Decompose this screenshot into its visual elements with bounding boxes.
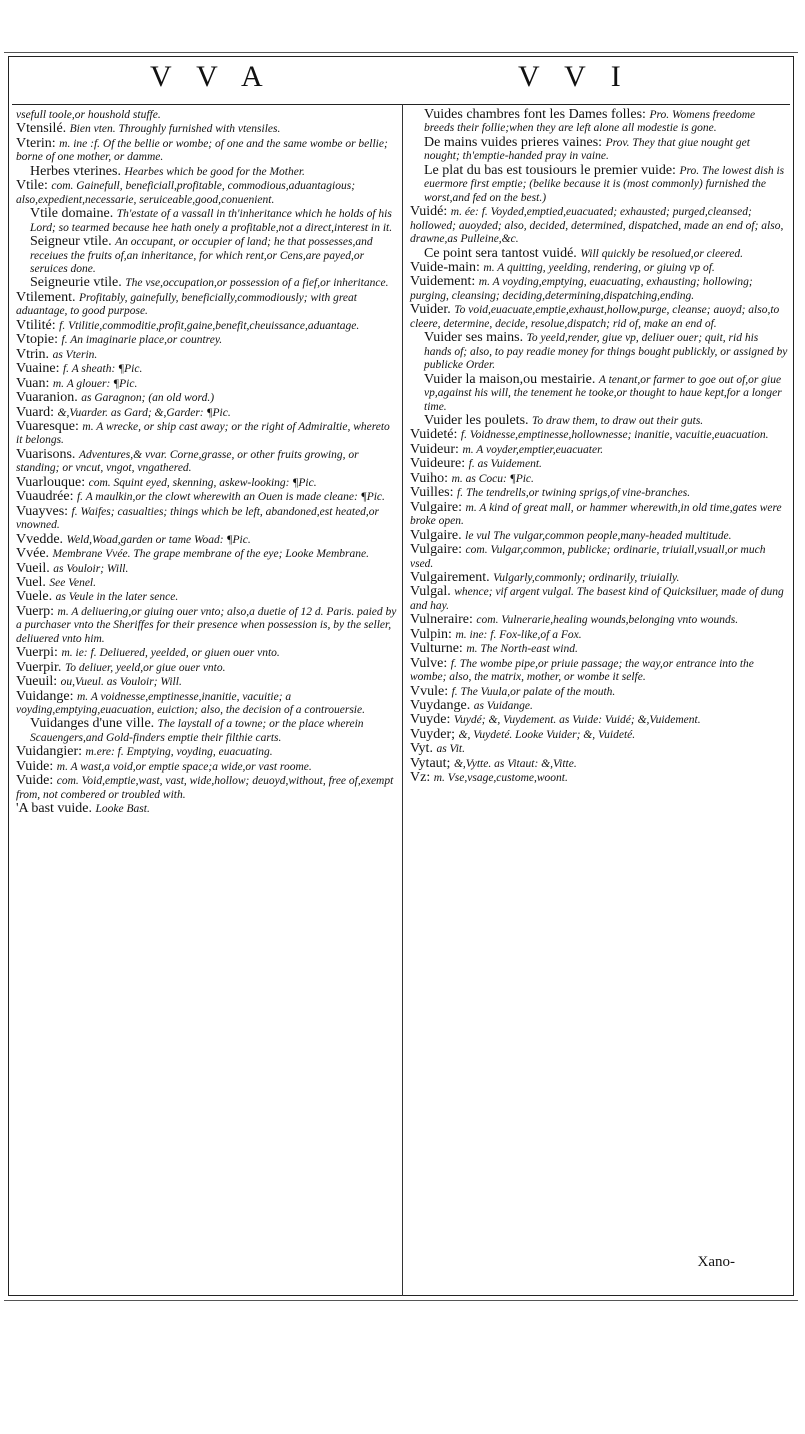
- entry-definition: Adventures,& vvar. Corne,grasse, or other fruits growing, or standing; or vncut, vngot, vngathered.: [16, 448, 359, 475]
- entry-headword: Vtopie:: [16, 332, 62, 348]
- dictionary-entry: [16, 774, 398, 802]
- entry-definition: ou,Vueul. as Vouloir; Will.: [60, 676, 182, 689]
- entry-definition: m. as Cocu: ¶Pic.: [451, 472, 534, 485]
- entry-headword: Seigneur vtile.: [30, 234, 116, 250]
- dictionary-entry: [410, 742, 788, 756]
- dictionary-entry: [410, 486, 788, 500]
- dictionary-entry: [410, 472, 788, 486]
- dictionary-entry: [410, 529, 788, 543]
- entry-definition: Vulgarly,commonly; ordinarily, triuially.: [493, 571, 680, 584]
- dictionary-entry: [16, 690, 398, 718]
- entry-definition: f. A sheath: ¶Pic.: [62, 363, 143, 376]
- entry-headword: Vuide:: [16, 773, 57, 789]
- dictionary-entry: [410, 699, 788, 713]
- entry-headword: De mains vuides prieres vaines:: [424, 134, 606, 150]
- running-head-left: V V A: [150, 60, 272, 93]
- dictionary-entry: [16, 276, 398, 290]
- entry-definition: as Vit.: [436, 743, 465, 756]
- entry-headword: Vuaresque:: [16, 418, 83, 434]
- entry-definition: com. Void,emptie,wast, vast, wide,hollow; deuoyd,without, free of,exempt from, not combered or troubled with.: [16, 775, 394, 801]
- entry-definition: A tenant,or farmer to goe out of,or giue vp,against his will, the tenement he tooke,or thought to haue kept,for a longer time.: [424, 373, 782, 413]
- dictionary-entry: [16, 476, 398, 490]
- entry-headword: Vuideure:: [410, 456, 469, 472]
- entry-headword: Vueil.: [16, 560, 54, 576]
- entry-headword: Vulturne:: [410, 641, 467, 657]
- entry-headword: Vuideur:: [410, 441, 463, 457]
- entry-headword: Vuele.: [16, 589, 56, 605]
- entry-headword: Vuydange.: [410, 698, 474, 714]
- entry-headword: Vuel.: [16, 574, 50, 590]
- entry-headword: Vtile:: [16, 178, 52, 194]
- entry-definition: com. Gainefull, beneficiall,profitable, commodious,aduantagious; also,expedient,necessarie, seruiceable,good,conuenient.: [16, 180, 356, 206]
- entry-headword: Herbes vterines.: [30, 163, 125, 179]
- entry-headword: Vulgaire.: [410, 527, 466, 543]
- dictionary-entry: [410, 685, 788, 699]
- dictionary-entry: [16, 235, 398, 276]
- entry-headword: Vuilles:: [410, 485, 457, 501]
- entry-headword: Vuider la maison,ou mestairie.: [424, 371, 599, 387]
- dictionary-entry: [16, 122, 398, 136]
- dictionary-entry: [410, 628, 788, 642]
- entry-definition: m. A wrecke, or ship cast away; or the right of Admiraltie, whereto it belongs.: [16, 420, 390, 447]
- dictionary-entry: [410, 275, 788, 303]
- entry-definition: m. A voidnesse,emptinesse,inanitie, vacuitie; a voyding,emptying,euacuation, euiction; also, the decision of a controuersie.: [16, 690, 365, 717]
- entry-headword: Vtilement.: [16, 289, 79, 305]
- entry-definition: See Venel.: [49, 576, 96, 589]
- entry-definition: as Garagnon; (an old word.): [81, 392, 215, 405]
- entry-headword: Vulpin:: [410, 626, 456, 642]
- entry-headword: Ce point sera tantost vuidé.: [424, 245, 581, 261]
- entry-definition: Membrane Vvée. The grape membrane of the eye; Looke Membrane.: [52, 548, 370, 561]
- dictionary-entry: [16, 605, 398, 646]
- entry-headword: Vuidé:: [410, 204, 451, 220]
- dictionary-entry: [16, 333, 398, 347]
- dictionary-entry: [16, 646, 398, 660]
- entry-headword: Vytaut;: [410, 755, 454, 771]
- entry-definition: m. A glouer: ¶Pic.: [52, 377, 138, 390]
- entry-definition: com. Vulgar,common, publicke; ordinarie, triuiall,vsuall,or much vsed.: [410, 544, 766, 570]
- entry-headword: Vuides chambres font les Dames folles:: [424, 107, 650, 122]
- entry-headword: Vtrin.: [16, 346, 53, 362]
- outer-bottom-rule: [4, 1300, 798, 1301]
- entry-definition: Vuydé; &, Vuydement. as Vuide: Vuidé; &,Vuidement.: [453, 714, 701, 727]
- entry-definition: f. A maulkin,or the clowt wherewith an Ouen is made cleane: ¶Pic.: [76, 491, 385, 504]
- dictionary-entry: [16, 661, 398, 675]
- entry-definition: To draw them, to draw out their guts.: [532, 414, 704, 427]
- entry-headword: Vuaranion.: [16, 390, 82, 406]
- entry-headword: 'A bast vuide.: [16, 801, 96, 817]
- entry-headword: Vuaine:: [16, 361, 63, 377]
- entry-definition: Profitably, gainefully, beneficially,commodiously; with great aduantage, to good purpose.: [16, 291, 357, 318]
- running-head-right: V V I: [518, 60, 630, 93]
- entry-headword: Le plat du bas est tousiours le premier vuide:: [424, 162, 680, 178]
- dictionary-entry: [410, 771, 788, 785]
- entry-headword: Vuerpi:: [16, 645, 62, 661]
- entry-headword: Vulve:: [410, 655, 451, 671]
- catchword: Xano-: [697, 1254, 735, 1270]
- entry-headword: Vulgaire:: [410, 542, 466, 558]
- dictionary-entry: [16, 165, 398, 179]
- entry-definition: Th'estate of a vassall in th'inheritance which he holds of his Lord; so tearmed because hee hath onely a profitable,not a direct,interest in it.: [30, 208, 393, 234]
- entry-headword: Vuard:: [16, 404, 58, 420]
- entry-definition: f. as Vuidement.: [468, 458, 542, 471]
- entry-headword: Vulgal.: [410, 584, 455, 600]
- entry-headword: Vuider.: [410, 302, 455, 318]
- dictionary-entry: [410, 414, 788, 428]
- dictionary-entry: [16, 448, 398, 476]
- entry-definition: Bien vten. Throughly furnished with vtensiles.: [69, 123, 281, 136]
- entry-headword: Vuyde:: [410, 712, 454, 728]
- entry-definition: f. An imaginarie place,or countrey.: [61, 334, 223, 347]
- entry-headword: Vz:: [410, 770, 434, 786]
- entry-definition: Hearbes which be good for the Mother.: [124, 165, 305, 178]
- entry-definition: f. Waifes; casualties; things which be left, abandoned,est heated,or vnowned.: [16, 505, 380, 532]
- dictionary-entry: [16, 406, 398, 420]
- entry-definition: m. A deliuering,or giuing ouer vnto; also,a duetie of 12 d. Paris. paied by a purchaser vnto the Sheriffes for their presence when possession is, by the seller, deliuered vnto him.: [16, 605, 397, 645]
- entry-definition: as Vouloir; Will.: [53, 562, 129, 575]
- entry-headword: Vuidange:: [16, 688, 77, 704]
- dictionary-entry: [16, 319, 398, 333]
- dictionary-entry: [410, 585, 788, 613]
- entry-definition: Looke Bast.: [95, 803, 150, 816]
- dictionary-entry: [410, 657, 788, 685]
- entry-definition: f. The wombe pipe,or priuie passage; the way,or entrance into the wombe; also, the matrix, mother, or wombe it selfe.: [410, 657, 754, 684]
- entry-headword: Vuidangier:: [16, 744, 86, 760]
- dictionary-entry: [410, 642, 788, 656]
- entry-definition: Pro. The lowest dish is euermore first emptie; (belike because it is (most commonly) furnished the worst,and fed on the best.): [424, 164, 785, 204]
- entry-definition: The vse,occupation,or possession of a fief,or inheritance.: [125, 277, 389, 290]
- dictionary-entry: [410, 164, 788, 205]
- header-rule: [12, 104, 790, 105]
- dictionary-entry: [410, 205, 788, 246]
- dictionary-entry: [16, 802, 398, 816]
- entry-definition: m. Vse,vsage,custome,woont.: [433, 772, 568, 785]
- entry-headword: Vvule:: [410, 683, 452, 699]
- dictionary-entry: [16, 562, 398, 576]
- entry-definition: To deliuer, yeeld,or giue ouer vnto.: [64, 661, 226, 674]
- dictionary-entry: [16, 108, 398, 122]
- entry-definition: m. ée: f. Voyded,emptied,euacuated; exhausted; purged,cleansed; hollowed; auoyded; also, decided, determined, dispatched, made an end of; also, drawne,as Pulleine,&c.: [410, 206, 784, 246]
- dictionary-entry: [410, 303, 788, 331]
- dictionary-entry: [16, 717, 398, 745]
- entry-definition: Weld,Woad,garden or tame Woad: ¶Pic.: [66, 533, 251, 546]
- dictionary-entry: [16, 760, 398, 774]
- dictionary-entry: [410, 261, 788, 275]
- dictionary-entry: [16, 362, 398, 376]
- entry-definition: m. A kind of great mall, or hammer wherewith,in old time,gates were broke open.: [410, 501, 782, 528]
- entry-headword: Vuiho:: [410, 470, 452, 486]
- dictionary-entry: [16, 590, 398, 604]
- entry-definition: le vul The vulgar,common people,many-headed multitude.: [465, 529, 732, 542]
- entry-definition: f. Vtilitie,commoditie,profit,gaine,benefit,cheuissance,aduantage.: [59, 319, 360, 332]
- left-column: [16, 108, 398, 817]
- dictionary-entry: [410, 136, 788, 164]
- entry-headword: Vuaudrée:: [16, 489, 77, 505]
- dictionary-entry: [410, 108, 788, 136]
- entry-definition: To void,euacuate,emptie,exhaust,hollow,purge, cleanse; auoyd; also,to cleere, determine, decide, resolue,dispatch; rid of, make an end of.: [410, 304, 780, 330]
- column-divider: [402, 104, 403, 1296]
- entry-headword: Vvedde.: [16, 531, 67, 547]
- dictionary-entry: [16, 291, 398, 319]
- entry-definition: The laystall of a towne; or the place wherein Scauengers,and Gold-finders emptie their filthie carts.: [30, 718, 364, 744]
- dictionary-entry: [410, 613, 788, 627]
- dictionary-entry: [410, 331, 788, 372]
- entry-headword: Vuyder;: [410, 726, 459, 742]
- right-column: [410, 108, 788, 786]
- entry-definition: vsefull toole,or houshold stuffe.: [16, 109, 161, 121]
- entry-definition: To yeeld,render, giue vp, deliuer ouer; quit, rid his hands of; also, to pay readie money for things bought publickly, or assigned by publicke Order.: [424, 332, 788, 372]
- entry-headword: Vuider ses mains.: [424, 330, 527, 346]
- dictionary-entry: [410, 428, 788, 442]
- entry-headword: Vyt.: [410, 741, 437, 757]
- entry-definition: as Vuidange.: [473, 700, 533, 713]
- entry-headword: Vuerp:: [16, 603, 58, 619]
- entry-definition: &, Vuydeté. Looke Vuider; &, Vuideté.: [458, 728, 636, 741]
- entry-definition: f. The tendrells,or twining sprigs,of vine-branches.: [457, 487, 691, 500]
- dictionary-entry: [410, 443, 788, 457]
- entry-headword: Vulneraire:: [410, 612, 477, 628]
- entry-headword: Vuarisons.: [16, 446, 79, 462]
- dictionary-entry: [410, 713, 788, 727]
- entry-definition: An occupant, or occupier of land; he that possesses,and receiues the fruits of,an inheritance, for which rent,or Cens,are payed,or seruices done.: [30, 236, 373, 275]
- entry-headword: Vuayves:: [16, 503, 72, 519]
- entry-definition: Pro. Womens freedome breeds their follie;when they are left alone all modestie is gone.: [424, 109, 756, 135]
- dictionary-entry: [16, 377, 398, 391]
- entry-headword: Vuidanges d'une ville.: [30, 716, 158, 732]
- entry-headword: Vuidement:: [410, 274, 479, 290]
- entry-definition: m. The North-east wind.: [466, 643, 578, 656]
- dictionary-entry: [16, 348, 398, 362]
- entry-definition: f. Voidnesse,emptinesse,hollownesse; inanitie, vacuitie,euacuation.: [460, 429, 769, 442]
- dictionary-entry: [410, 501, 788, 529]
- outer-top-rule: [4, 52, 798, 53]
- dictionary-entry: [410, 247, 788, 261]
- entry-definition: &,Vytte. as Vitaut: &,Vitte.: [453, 757, 577, 770]
- dictionary-entry: [410, 757, 788, 771]
- entry-definition: f. The Vuula,or palate of the mouth.: [451, 685, 616, 698]
- entry-definition: m. A quitting, yeelding, rendering, or giuing vp of.: [483, 261, 715, 274]
- entry-headword: Vulgaire:: [410, 499, 466, 515]
- entry-definition: m. A voyding,emptying, euacuating, exhausting; hollowing; purging, cleansing; deciding,determining,dispatching,ending.: [410, 276, 753, 302]
- dictionary-entry: [410, 571, 788, 585]
- dictionary-entry: [410, 373, 788, 414]
- entry-definition: m. ine :f. Of the bellie or wombe; of one and the same wombe or bellie; borne of one mother, or damme.: [16, 137, 388, 164]
- dictionary-entry: [410, 457, 788, 471]
- entry-headword: Vuideté:: [410, 427, 461, 443]
- dictionary-entry: [16, 745, 398, 759]
- entry-definition: m. A voyder,emptier,euacuater.: [462, 443, 604, 456]
- dictionary-entry: [16, 420, 398, 448]
- entry-definition: Prov. They that giue nought get nought; th'emptie-handed pray in vaine.: [424, 136, 750, 163]
- entry-headword: Vuerpir.: [16, 659, 65, 675]
- entry-headword: Vtile domaine.: [30, 206, 117, 222]
- dictionary-entry: [16, 490, 398, 504]
- entry-headword: Vulgairement.: [410, 569, 494, 585]
- entry-headword: Vtilité:: [16, 317, 60, 333]
- entry-definition: as Vterin.: [52, 348, 98, 361]
- dictionary-entry: [16, 547, 398, 561]
- entry-headword: Vuide-main:: [410, 259, 484, 275]
- entry-headword: Vueuil:: [16, 674, 61, 690]
- dictionary-entry: [410, 728, 788, 742]
- entry-headword: Vuider les poulets.: [424, 412, 533, 428]
- dictionary-entry: [410, 543, 788, 571]
- entry-headword: Vuide:: [16, 758, 57, 774]
- entry-headword: Vtensilé.: [16, 121, 70, 137]
- entry-headword: Vuan:: [16, 375, 53, 391]
- dictionary-entry: [16, 576, 398, 590]
- entry-headword: Vuarlouque:: [16, 474, 89, 490]
- entry-definition: m.ere: f. Emptying, voyding, euacuating.: [85, 746, 273, 759]
- entry-definition: m. ie: f. Deliuered, yeelded, or giuen ouer vnto.: [61, 647, 280, 660]
- entry-headword: Seigneurie vtile.: [30, 275, 126, 291]
- entry-definition: Will quickly be resolued,or cleered.: [580, 247, 743, 260]
- entry-definition: m. A wast,a void,or emptie space;a wide,or vast roome.: [56, 760, 312, 773]
- entry-definition: &,Vuarder. as Gard; &,Garder: ¶Pic.: [57, 406, 231, 419]
- dictionary-entry: [16, 137, 398, 165]
- dictionary-entry: [16, 675, 398, 689]
- dictionary-entry: [16, 207, 398, 235]
- dictionary-entry: [16, 533, 398, 547]
- entry-definition: com. Squint eyed, skenning, askew-looking: ¶Pic.: [88, 476, 317, 489]
- entry-headword: Vterin:: [16, 135, 60, 151]
- entry-definition: as Veule in the later sence.: [55, 591, 179, 604]
- dictionary-entry: [16, 179, 398, 207]
- entry-definition: com. Vulnerarie,healing wounds,belonging vnto wounds.: [476, 614, 739, 627]
- entry-definition: m. ine: f. Fox-like,of a Fox.: [455, 628, 582, 641]
- dictionary-entry: [16, 505, 398, 533]
- entry-definition: whence; vif argent vulgal. The basest kind of Quicksiluer, made of dung and hay.: [410, 586, 784, 612]
- entry-headword: Vvée.: [16, 546, 53, 562]
- dictionary-entry: [16, 391, 398, 405]
